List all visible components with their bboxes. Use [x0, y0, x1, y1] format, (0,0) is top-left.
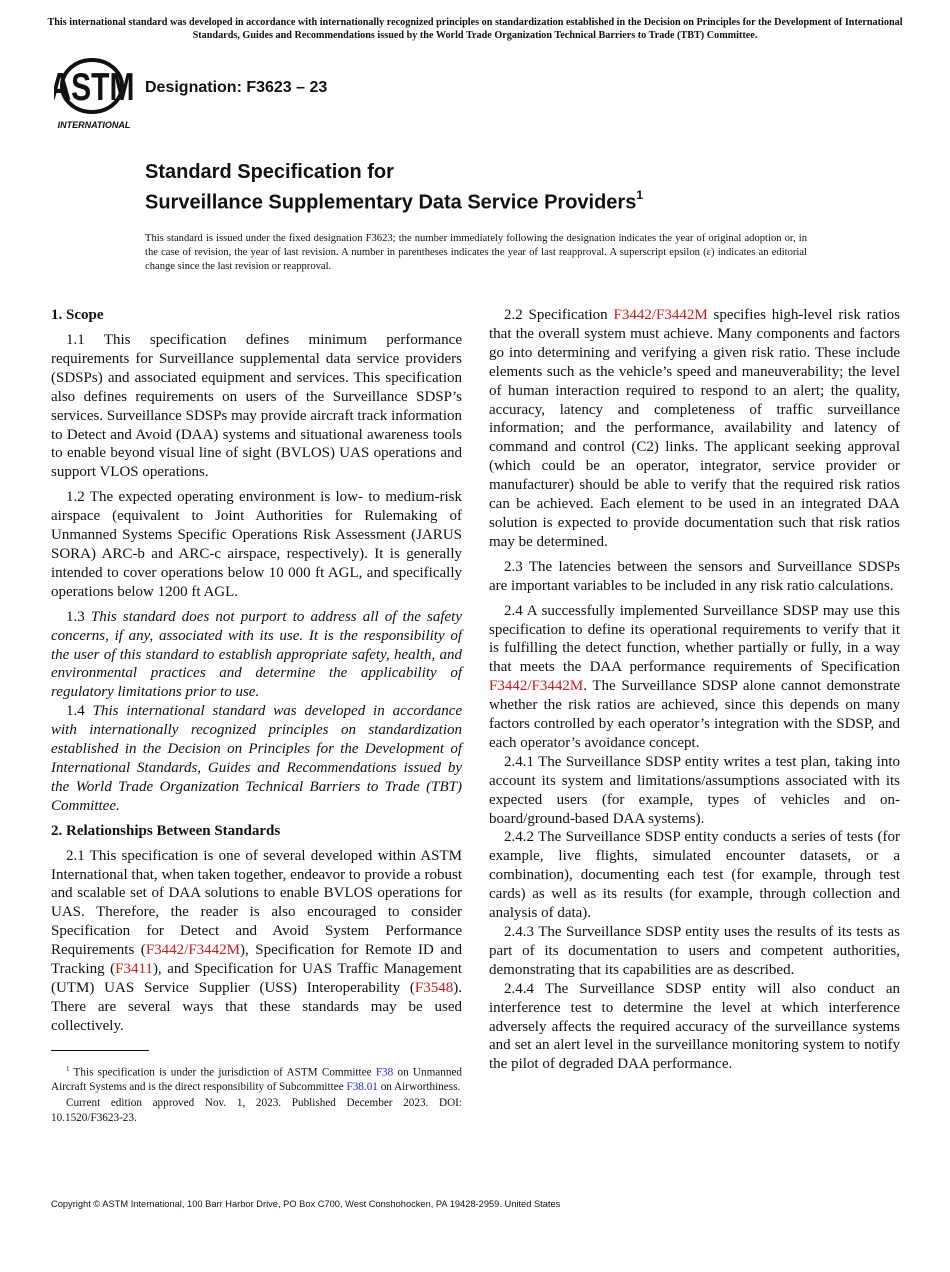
- paragraph: [489, 753, 900, 829]
- issued-note: This standard is issued under the fixed designation F3623; the number immediately following the designation indicates the year of original adoption or, in the case of revision, the year of last revision. A number in parentheses indicates the year of last reapproval. A superscript epsilon (ε) indicates an editorial change since the last revision or reapproval.: [145, 233, 807, 272]
- paragraph-text: 1.4: [66, 703, 93, 720]
- footnote-text: on Airworthiness.: [377, 1081, 461, 1094]
- standard-link[interactable]: F3442/F3442M: [489, 678, 584, 695]
- edition-note: Current edition approved Nov. 1, 2023. Published December 2023. DOI: 10.1520/F3623-23.: [51, 1097, 462, 1124]
- footnote-mark: 1: [66, 1065, 70, 1073]
- paragraph: [489, 602, 900, 753]
- paragraph-text: . The Surveillance SDSP alone cannot demonstrate whether the risk ratios are achieved, since this depends on many factors controlled by each operator’s integration with the SDSP, and each operator’s avoidance concept.: [489, 678, 900, 751]
- paragraph: [51, 608, 462, 703]
- paragraph-text: This standard does not purport to address all of the safety concerns, if any, associated with its use. It is the responsibility of the user of this standard to establish appropriate safety, health, and environmental practices and determine the applicability of regulatory limitations prior to use.: [51, 608, 463, 701]
- section-heading: 1. Scope: [51, 307, 104, 323]
- title-footnote-mark: 1: [636, 188, 644, 202]
- svg-text:ASTM: ASTM: [54, 66, 134, 110]
- document-title: [145, 160, 643, 216]
- paragraph-text: specifies high-level risk ratios that the overall system must achieve. Many components and factors go into determining and verifying a given risk ratio. These include elements such as the vehicle’s speed and maneuverability; the level of human interaction required to respond to an alert; the quality, accuracy, latency and completeness of traffic surveillance information; and the performance, availability and latency of command and control (C2) links. The applicant seeking approval (which could be an operator, integrator, service provider or manufacturer) should be able to verify that the required risk ratios can be achieved. Each element to be used in an integrated DAA solution is expected to provide documentation such that risk ratios may be determined.: [489, 307, 900, 550]
- paragraph-text: 2.2 Specification: [504, 307, 614, 323]
- title-text: Surveillance Supplementary Data Service Providers: [145, 191, 637, 214]
- subcommittee-link[interactable]: F38.01: [346, 1081, 378, 1094]
- paragraph-text: 1.2 The expected operating environment is low- to medium-risk airspace (equivalent to Joint Authorities for Rulemaking of Unmanned Systems Specific Operations Risk Assessment (JARUS SORA) ARC-b and ARC-c airspace, respectively). It is generally intended to cover operations below 10 000 ft AGL, and specifically operations below 1200 ft AGL.: [51, 489, 462, 600]
- standard-link[interactable]: F3442/F3442M: [145, 942, 241, 959]
- standards-banner: This international standard was developed in accordance with internationally recognized principles on standardization established in the Decision on Principles for the Development of International Standards, Guides and Recommendations issued by the World Trade Organization Technical Barriers to Trade (TBT) Committee.: [47, 17, 903, 41]
- footnote-text: This specification is under the jurisdiction of ASTM Committee: [69, 1066, 376, 1079]
- standard-link[interactable]: F3548: [414, 980, 454, 996]
- paragraph: [51, 702, 462, 815]
- paragraph: [51, 488, 462, 601]
- paragraph: [51, 331, 462, 482]
- svg-text:INTERNATIONAL: INTERNATIONAL: [57, 120, 131, 130]
- paragraph-text: This international standard was developed in accordance with internationally recognized principles on standardization established in the Decision on Principles for the Development of International Standards, Guides and Recommendations issued by the World Trade Organization Technical Barriers to Trade (TBT) Committee.: [51, 703, 463, 814]
- paragraph-text: 2.4.4 The Surveillance SDSP entity will also conduct an interference test to determine the level at which interference adversely affects the required accuracy of the surveillance systems and set an alert level in the surveillance monitoring system to notify the pilot of degraded DAA performance.: [489, 980, 900, 1073]
- paragraph: [489, 923, 900, 980]
- right-column: [489, 306, 900, 1074]
- standard-link[interactable]: F3411: [115, 961, 153, 978]
- paragraph-text: 2.3 The latencies between the sensors and Surveillance SDSPs are important variables to be included in any risk ratio calculations.: [489, 558, 900, 594]
- committee-link[interactable]: F38: [375, 1066, 394, 1079]
- paragraph: [489, 980, 900, 1075]
- paragraph-text: ). There are several ways that these standards may be used collectively.: [51, 980, 462, 1034]
- paragraph-text: 2.1 This specification is one of several developed within ASTM International that, when taken together, endeavor to provide a robust and scalable set of DAA solutions to enable BVLOS operations for UAS. Therefore, the reader is also encouraged to consider Specification for Detect and Avoid System Performance Requirements (: [51, 847, 462, 959]
- paragraph-text: ), Specification for Remote ID and Tracking (: [51, 942, 463, 978]
- footnote-text: on Unmanned Aircraft Systems and is the direct responsibility of Subcommittee: [51, 1066, 463, 1094]
- footnote-divider: [51, 1050, 149, 1051]
- paragraph: [489, 306, 900, 552]
- paragraph-text: ), and Specification for UAS Traffic Management (UTM) UAS Service Supplier (USS) Interoperability (: [51, 961, 463, 996]
- designation: Designation: F3623 – 23: [145, 79, 328, 96]
- title-line-2: [145, 185, 643, 216]
- paragraph-text: 1.3: [66, 608, 91, 625]
- paragraph: [51, 847, 462, 1036]
- footnote: [51, 1062, 462, 1127]
- paragraph-text: 2.4 A successfully implemented Surveillance SDSP may use this specification to define its operational requirements to verify that it is fulfilling the detect function, whether partially or fully, in a way that meets the DAA performance requirements of Specification: [489, 602, 900, 676]
- paragraph: [489, 558, 900, 596]
- paragraph-text: 2.4.3 The Surveillance SDSP entity uses the results of its tests as part of its documentation to users and competent authorities, demonstrating that its capabilities are as described.: [489, 924, 900, 978]
- paragraph-text: 1.1 This specification defines minimum performance requirements for Surveillance supplemental data service providers (SDSPs) and associated equipment and services. This specification also defines requirements on users of the Surveillance SDSP’s services. Surveillance SDSPs may provide aircraft track information to Detect and Avoid (DAA) systems and situational awareness tools to enable beyond visual line of sight (BVLOS) UAS operations and support VLOS operations.: [51, 332, 462, 481]
- paragraph-text: 2.4.1 The Surveillance SDSP entity writes a test plan, taking into account its system and limitations/assumptions associated with its expected users (for example, types of vehicles and on-board/ground-based DAA systems).: [489, 753, 900, 827]
- section-heading: 2. Relationships Between Standards: [51, 822, 281, 839]
- standard-link[interactable]: F3442/F3442M: [613, 307, 708, 323]
- astm-logo: [54, 56, 134, 132]
- copyright: Copyright © ASTM International, 100 Barr Harbor Drive, PO Box C700, West Conshohocken, PA 19428-2959. United States: [51, 1199, 561, 1209]
- title-line-1: Standard Specification for: [145, 161, 394, 183]
- left-column: [51, 306, 462, 1042]
- paragraph: [489, 828, 900, 923]
- paragraph-text: 2.4.2 The Surveillance SDSP entity conducts a series of tests (for example, live flights, simulated encounter datasets, or a combination), documenting each test (for example, through test cards) as well as its results (for example, through collection and analysis of data).: [489, 829, 900, 922]
